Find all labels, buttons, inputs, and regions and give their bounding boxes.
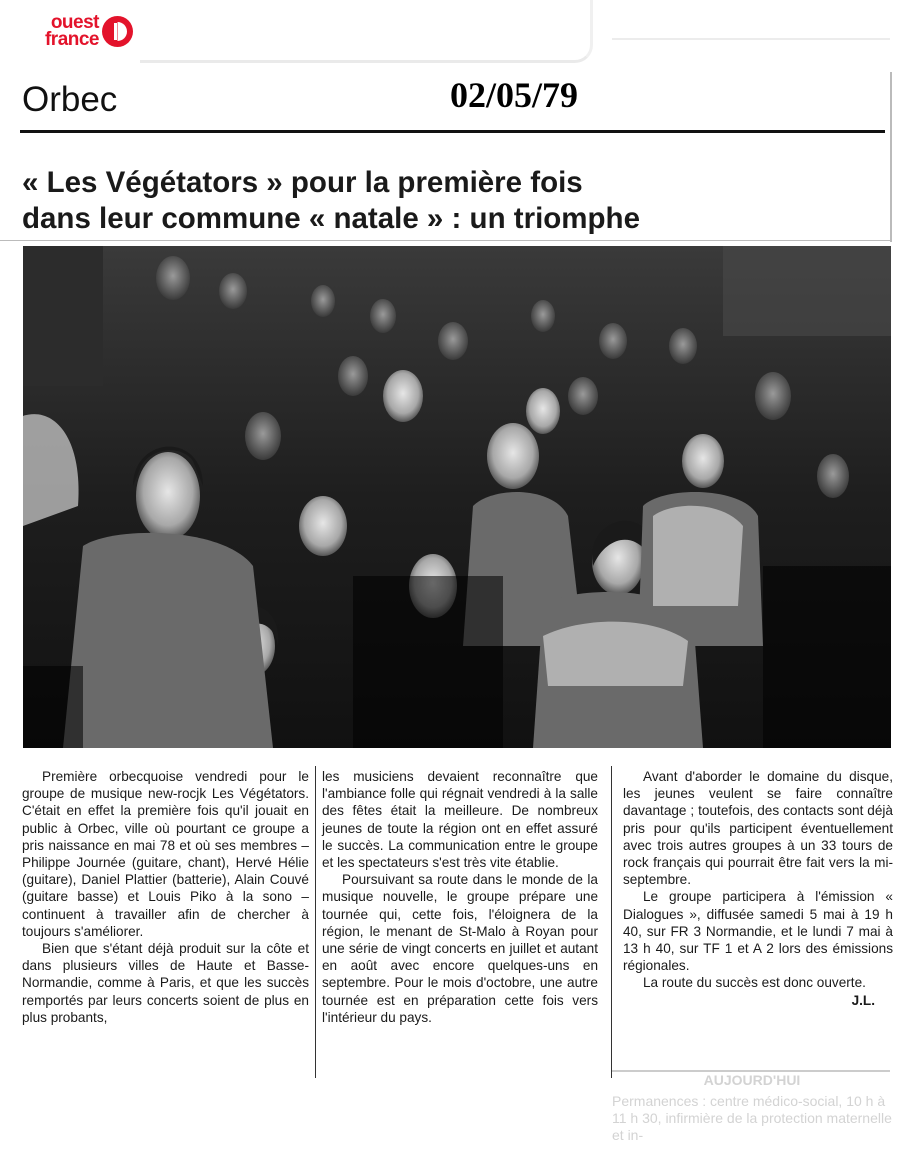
crowd-photo — [23, 246, 891, 748]
bleed-through-heading: AUJOURD'HUI — [703, 1072, 801, 1088]
column-divider — [611, 766, 612, 1078]
ouest-france-logo-icon — [102, 16, 133, 47]
paragraph: Bien que s'étant déjà produit sur la côte et dans plusieurs villes de Haute et Basse-Normandie, comme à Paris, et que les succès remportés par leurs concerts soient de plus en plus probants, — [22, 941, 309, 1025]
author-signature: J.L. — [851, 992, 875, 1008]
headline-line-1: « Les Végétators » pour la première fois — [22, 166, 583, 199]
paragraph: Première orbecquoise vendredi pour le groupe de musique new-rocjk Les Végétators. C'était en effet la première fois qu'il jouait en public à Orbec, ville où pourtant ce groupe a pris naissance en mai 78 et où ses membres – Philippe Journée (guitare, chant), Hervé Hélie (guitare), Daniel Plattier (batterie), Alain Couvé (guitare basse) et Louis Piko à la sono – continuent à travailler afin de chercher à toujours s'améliorer. — [22, 769, 309, 939]
paragraph: Poursuivant sa route dans le monde de la musique nouvelle, le groupe prépare une tournée qui, cette fois, l'éloignera de la région, le menant de St-Malo à Royan pour une série de vingt concerts en juillet et autant en août avec encore quelques-uns en septembre. Pour le mois d'octobre, une autre tournée est en préparation cette fois vers l'intérieur du pays. — [322, 872, 598, 1025]
bleed-through-text — [612, 1072, 892, 1151]
crowd-photo-image — [23, 246, 891, 748]
logo-word-france: france — [44, 29, 99, 50]
column-divider — [315, 766, 316, 1078]
publication-date: 02/05/79 — [450, 75, 579, 115]
ouest-france-logo[interactable] — [21, 14, 133, 54]
article-headline — [22, 165, 882, 237]
article-column-2 — [322, 768, 598, 1026]
article-column-3 — [623, 768, 893, 1009]
headline-line-2: dans leur commune « natale » : un triomphe — [22, 202, 640, 235]
header-rule — [20, 130, 885, 133]
section-label: Orbec — [22, 80, 118, 119]
logo-word-ouest: ouest — [50, 12, 99, 33]
bleed-through-body: Permanences : centre médico-social, 10 h à 11 h 30, infirmière de la protection maternelle et in- — [612, 1093, 892, 1143]
paragraph: les musiciens devaient reconnaître que l'ambiance folle qui régnait vendredi à la salle des fêtes était la meilleure. De nombreux jeunes de toute la région ont en effet assuré le succès. La communication entre le groupe et les spectateurs s'est très vite établie. — [322, 769, 598, 871]
logo-wordmark — [21, 14, 99, 48]
clipping-edge-horizontal — [0, 240, 892, 241]
paragraph: La route du succès est donc ouverte. — [643, 975, 866, 991]
paragraph: Avant d'aborder le domaine du disque, les jeunes veulent se faire connaître davantage ; toutefois, des contacts sont déjà pris pour qu'ils participent éventuellement avec trois autres groupes à un 33 tours de rock français qui pourrait être fait vers la mi-septembre. — [623, 769, 893, 888]
bleed-through-frame — [140, 0, 593, 63]
bleed-through-rule — [612, 38, 890, 40]
clipping-edge-vertical — [890, 72, 892, 242]
article-column-1 — [22, 768, 309, 1026]
paragraph: Le groupe participera à l'émission « Dialogues », diffusée samedi 5 mai à 19 h 40, sur FR 3 Normandie, et le lundi 7 mai à 13 h 40, sur TF 1 et A 2 lors des émissions régionales. — [623, 889, 893, 974]
